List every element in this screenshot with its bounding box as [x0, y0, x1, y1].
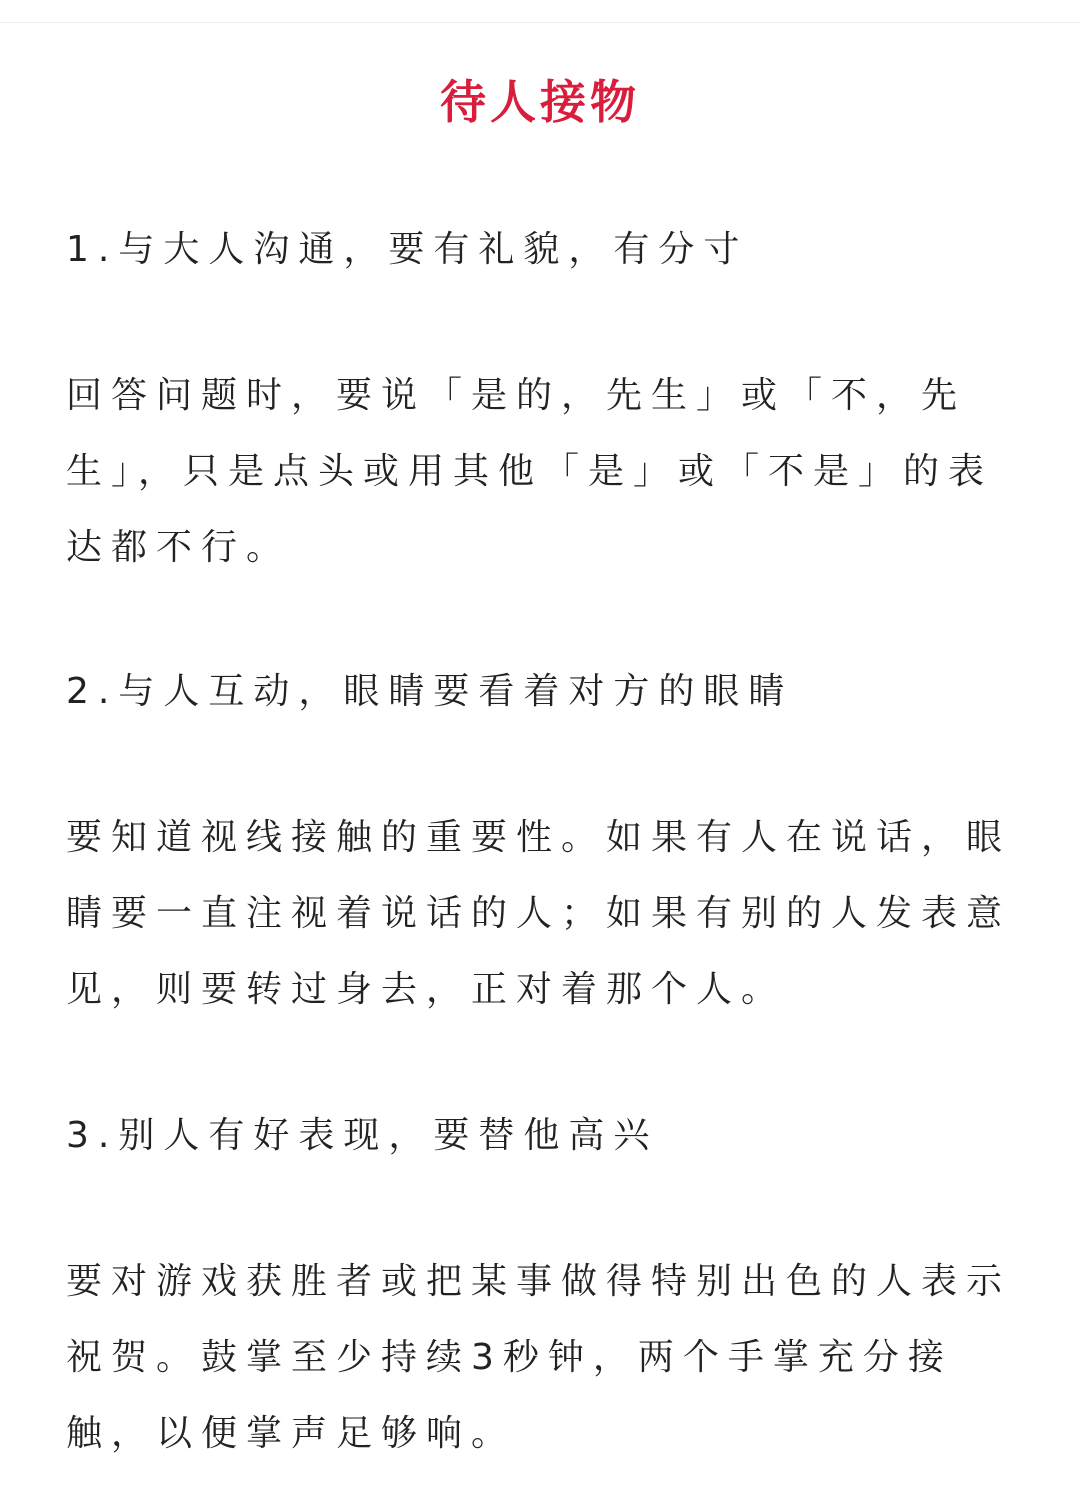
section-heading-2: 2.与人互动，眼睛要看着对方的眼睛 [66, 671, 794, 712]
section-heading-1: 1.与大人沟通，要有礼貌，有分寸 [66, 229, 749, 270]
top-divider [0, 22, 1080, 23]
section-body-2: 要知道视线接触的重要性。如果有人在说话，眼睛要一直注视着说话的人；如果有别的人发表意见，则要转过身去，正对着那个人。 [66, 817, 1012, 1010]
page-title: 待人接物 [440, 75, 640, 129]
section-body-1: 回答问题时，要说「是的，先生」或「不，先生」，只是点头或用其他「是」或「不是」的表达都不行。 [66, 375, 994, 568]
section-heading-3: 3.别人有好表现，要替他高兴 [66, 1115, 659, 1156]
section-body-3: 要对游戏获胜者或把某事做得特别出色的人表示祝贺。鼓掌至少持续3秒钟，两个手掌充分接触，以便掌声足够响。 [66, 1261, 1012, 1454]
